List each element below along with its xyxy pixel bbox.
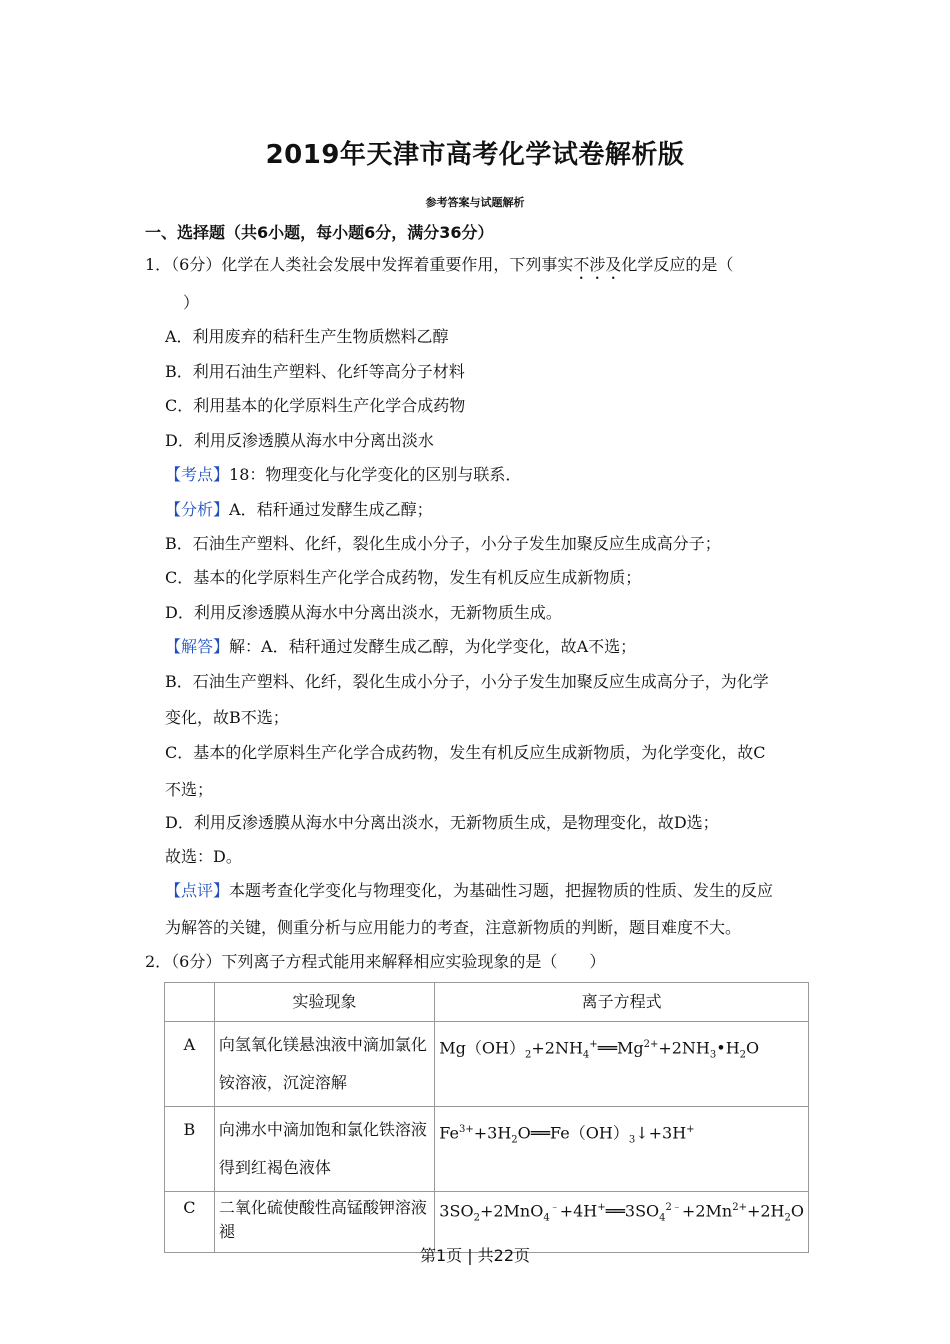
jieda-line xyxy=(165,636,636,658)
row-experiment: 向沸水中滴加饱和氯化铁溶液得到红褐色液体 xyxy=(214,1107,434,1192)
kaodian-line xyxy=(165,464,521,486)
row-equation: $Fe^{3+}+3H_2O══Fe(OH)_3↓+3H^+$ xyxy=(435,1107,809,1192)
dianping-tag: 【点评】 xyxy=(165,881,230,900)
option-c: C．利用基本的化学原料生产化学合成药物 xyxy=(165,396,466,415)
table-header-row xyxy=(165,983,809,1022)
fenxi-text: A．秸秆通过发酵生成乙醇； xyxy=(229,500,433,519)
jieda-text: 解：A．秸秆通过发酵生成乙醇，为化学变化，故A不选； xyxy=(229,637,637,656)
experiment-table xyxy=(164,982,809,1253)
jieda-answer: 故选：D。 xyxy=(165,847,242,866)
row-experiment: 向氢氧化镁悬浊液中滴加氯化铵溶液，沉淀溶解 xyxy=(214,1022,434,1107)
kaodian-tag: 【考点】 xyxy=(165,465,230,484)
stem-emphasis: 不涉及 xyxy=(573,255,622,274)
question-2-stem: 2．（6分）下列离子方程式能用来解释相应实验现象的是（ ） xyxy=(145,952,606,971)
fenxi-line-b: B．石油生产塑料、化纤，裂化生成小分子，小分子发生加聚反应生成高分子； xyxy=(165,534,721,553)
page-title: 2019年天津市高考化学试卷解析版 xyxy=(265,140,685,170)
page-subtitle: 参考答案与试题解析 xyxy=(425,196,525,209)
stem-text: 1．（6分）化学在人类社会发展中发挥着重要作用，下列事实 xyxy=(145,255,574,274)
header-blank xyxy=(165,983,215,1022)
jieda-tag: 【解答】 xyxy=(165,637,230,656)
option-a: A．利用废弃的秸秆生产生物质燃料乙醇 xyxy=(165,327,449,346)
row-experiment: 二氧化硫使酸性高锰酸钾溶液褪 xyxy=(214,1192,434,1253)
row-equation: $Mg(OH)_2+2NH_4^+══Mg^{2+}+2NH_3•H_2O$ xyxy=(435,1022,809,1107)
row-equation: $3SO_2+2MnO_4^﹣+4H^+══3SO_4^{2﹣}+2Mn^{2+}+2H_2O$ xyxy=(435,1192,809,1253)
dianping-line-2: 为解答的关键，侧重分析与应用能力的考查，注意新物质的判断，题目难度不大。 xyxy=(165,918,742,937)
dianping-text: 本题考查化学变化与物理变化，为基础性习题，把握物质的性质、发生的反应 xyxy=(229,881,774,900)
fenxi-line-d: D．利用反渗透膜从海水中分离出淡水，无新物质生成。 xyxy=(165,603,562,622)
table-row xyxy=(165,1107,809,1192)
jieda-line-d: D．利用反渗透膜从海水中分离出淡水，无新物质生成，是物理变化，故D选； xyxy=(165,813,719,832)
row-label: B xyxy=(165,1107,215,1192)
option-b: B．利用石油生产塑料、化纤等高分子材料 xyxy=(165,362,465,381)
section-heading: 一、选择题（共6小题，每小题6分，满分36分） xyxy=(145,223,494,242)
option-d: D．利用反渗透膜从海水中分离出淡水 xyxy=(165,431,434,450)
jieda-line-c1: C．基本的化学原料生产化学合成药物，发生有机反应生成新物质，为化学变化，故C xyxy=(165,743,766,762)
table-row xyxy=(165,1022,809,1107)
question-1-stem xyxy=(145,254,733,283)
jieda-line-c2: 不选； xyxy=(165,780,214,799)
jieda-line-b1: B．石油生产塑料、化纤，裂化生成小分子，小分子发生加聚反应生成高分子，为化学 xyxy=(165,672,769,691)
header-experiment: 实验现象 xyxy=(214,983,434,1022)
kaodian-text: 18：物理变化与化学变化的区别与联系． xyxy=(229,465,522,484)
fenxi-tag: 【分析】 xyxy=(165,500,230,519)
fenxi-line-c: C．基本的化学原料生产化学合成药物，发生有机反应生成新物质； xyxy=(165,568,642,587)
jieda-line-b2: 变化，故B不选； xyxy=(165,708,289,727)
stem-text-after: 化学反应的是（ xyxy=(621,255,734,274)
row-label: A xyxy=(165,1022,215,1107)
header-equation: 离子方程式 xyxy=(435,983,809,1022)
page-footer: 第1页 | 共22页 xyxy=(419,1246,531,1265)
question-1-stem-close: ） xyxy=(183,293,200,312)
row-label: C xyxy=(165,1192,215,1253)
dianping-line xyxy=(165,880,773,902)
fenxi-line xyxy=(165,499,433,521)
